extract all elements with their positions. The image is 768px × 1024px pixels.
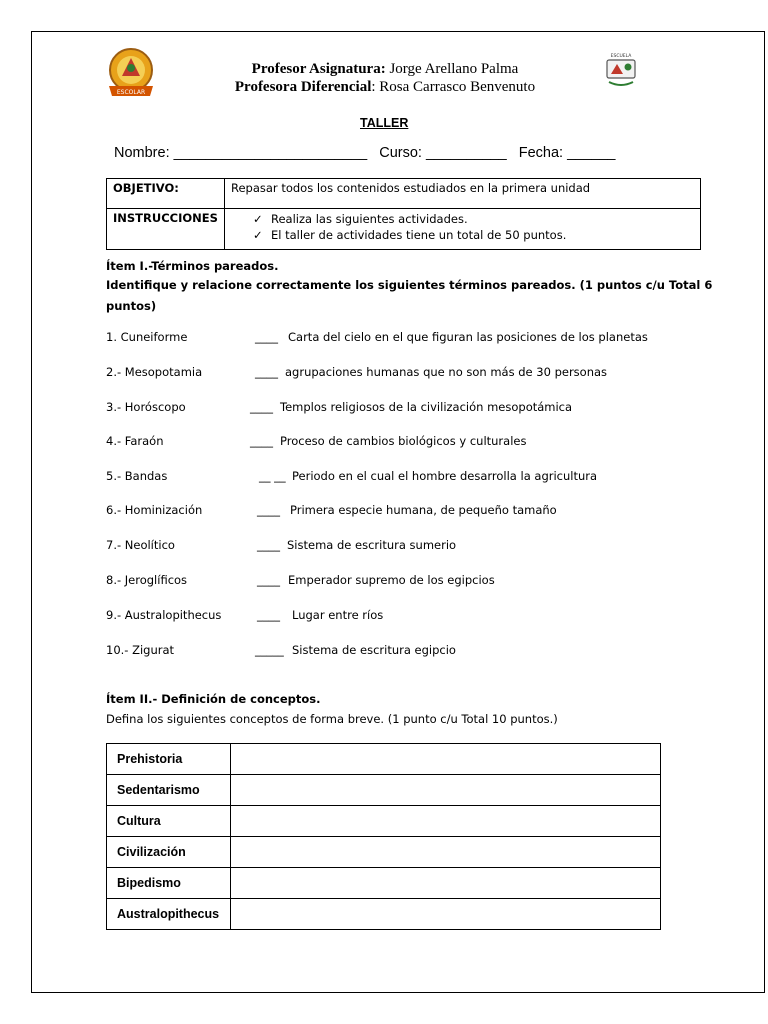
pair-definition: Carta del cielo en el que figuran las posiciones de los planetas [288,330,648,344]
concept-label: Prehistoria [107,744,231,775]
logo-left-text: ESCOLAR [116,89,146,96]
objective-text: Repasar todos los contenidos estudiados en la primera unidad [225,179,701,209]
concept-label: Cultura [107,806,231,837]
teacher-header [200,60,570,96]
table-row [107,899,661,930]
check-icon: ✓ [253,228,263,242]
table-row [107,744,661,775]
pair-term: 5.- Bandas [106,469,168,483]
pair-blank: ____ [250,400,273,414]
pair-blank: ____ [255,330,278,344]
pair-term: 3.- Horóscopo [106,400,186,414]
item1-instruction-line1: Identifique y relacione correctamente los siguientes términos pareados. (1 puntos c/u Total 6 [106,278,713,292]
pair-term: 2.- Mesopotamia [106,365,203,379]
pair-blank: ____ [257,573,280,587]
check-icon: ✓ [253,212,263,226]
pair-blank: ____ [257,608,280,622]
pair-row [106,503,706,523]
concept-label: Sedentarismo [107,775,231,806]
school-crest-logo [106,46,156,104]
pair-term: 10.- Zigurat [106,643,175,657]
pair-term: 7.- Neolítico [106,538,175,552]
pair-definition: agrupaciones humanas que no son más de 30 personas [285,365,608,379]
pair-blank: __ __ [259,469,286,483]
table-row [107,837,661,868]
objective-table [106,178,701,250]
pair-definition: Templos religiosos de la civilización mesopotámica [280,400,573,414]
differential-teacher-label: Profesora Diferencial [234,79,372,95]
pair-definition: Sistema de escritura sumerio [287,538,457,552]
teacher-name: Jorge Arellano Palma [385,61,519,77]
pair-row [106,643,706,663]
concept-label: Civilización [107,837,231,868]
table-row [107,806,661,837]
pair-term: 6.- Hominización [106,503,203,517]
pair-term: 1. Cuneiforme [106,330,188,344]
pair-row [106,469,706,489]
concept-label: Bipedismo [107,868,231,899]
pair-term: 4.- Faraón [106,434,164,448]
page-title: TALLER [360,116,409,130]
table-row [107,775,661,806]
instructions-label: INSTRUCCIONES [107,209,225,250]
concept-answer-cell[interactable] [231,868,661,899]
instruction-item: ✓ Realiza las siguientes actividades. [253,212,468,226]
pair-blank: ____ [250,434,273,448]
table-row [107,868,661,899]
differential-teacher-name: : Rosa Carrasco Benvenuto [371,79,536,95]
pair-blank: ____ [257,538,280,552]
objective-label: OBJETIVO: [107,179,225,209]
concepts-table [106,743,661,930]
student-fields: Nombre: ________________________ Curso: __________ Fecha: ______ [114,145,616,161]
concept-answer-cell[interactable] [231,806,661,837]
item2-instruction: Defina los siguientes conceptos de forma breve. (1 punto c/u Total 10 puntos.) [106,712,558,726]
concept-label: Australopithecus [107,899,231,930]
pair-definition: Proceso de cambios biológicos y culturales [280,434,527,448]
pair-definition: Sistema de escritura egipcio [292,643,456,657]
instruction-item: ✓ El taller de actividades tiene un total de 50 puntos. [253,228,567,242]
pair-definition: Lugar entre ríos [292,608,384,622]
pair-row [106,330,706,350]
teacher-label: Profesor Asignatura: [251,61,386,77]
pair-row [106,573,706,593]
item2-title: Ítem II.- Definición de conceptos. [106,692,321,706]
pair-term: 8.- Jeroglíficos [106,573,188,587]
pair-definition: Emperador supremo de los egipcios [288,573,495,587]
concept-answer-cell[interactable] [231,775,661,806]
concept-answer-cell[interactable] [231,837,661,868]
pair-row [106,608,706,628]
logo-right-text: ESCUELA [610,54,632,59]
pair-definition: Primera especie humana, de pequeño tamaño [290,503,557,517]
pair-definition: Periodo en el cual el hombre desarrolla la agricultura [292,469,598,483]
pair-row [106,365,706,385]
school-seal-logo [601,52,641,90]
concept-answer-cell[interactable] [231,744,661,775]
concept-answer-cell[interactable] [231,899,661,930]
pair-term: 9.- Australopithecus [106,608,222,622]
pair-row [106,400,706,420]
item1-instruction-line2: puntos) [106,299,157,313]
pair-blank: ____ [257,503,280,517]
pair-blank: ____ [255,365,278,379]
instructions-list [225,209,701,250]
pair-blank: _____ [255,643,284,657]
pair-row [106,538,706,558]
pair-row [106,434,706,454]
item1-title: Ítem I.-Términos pareados. [106,259,279,273]
